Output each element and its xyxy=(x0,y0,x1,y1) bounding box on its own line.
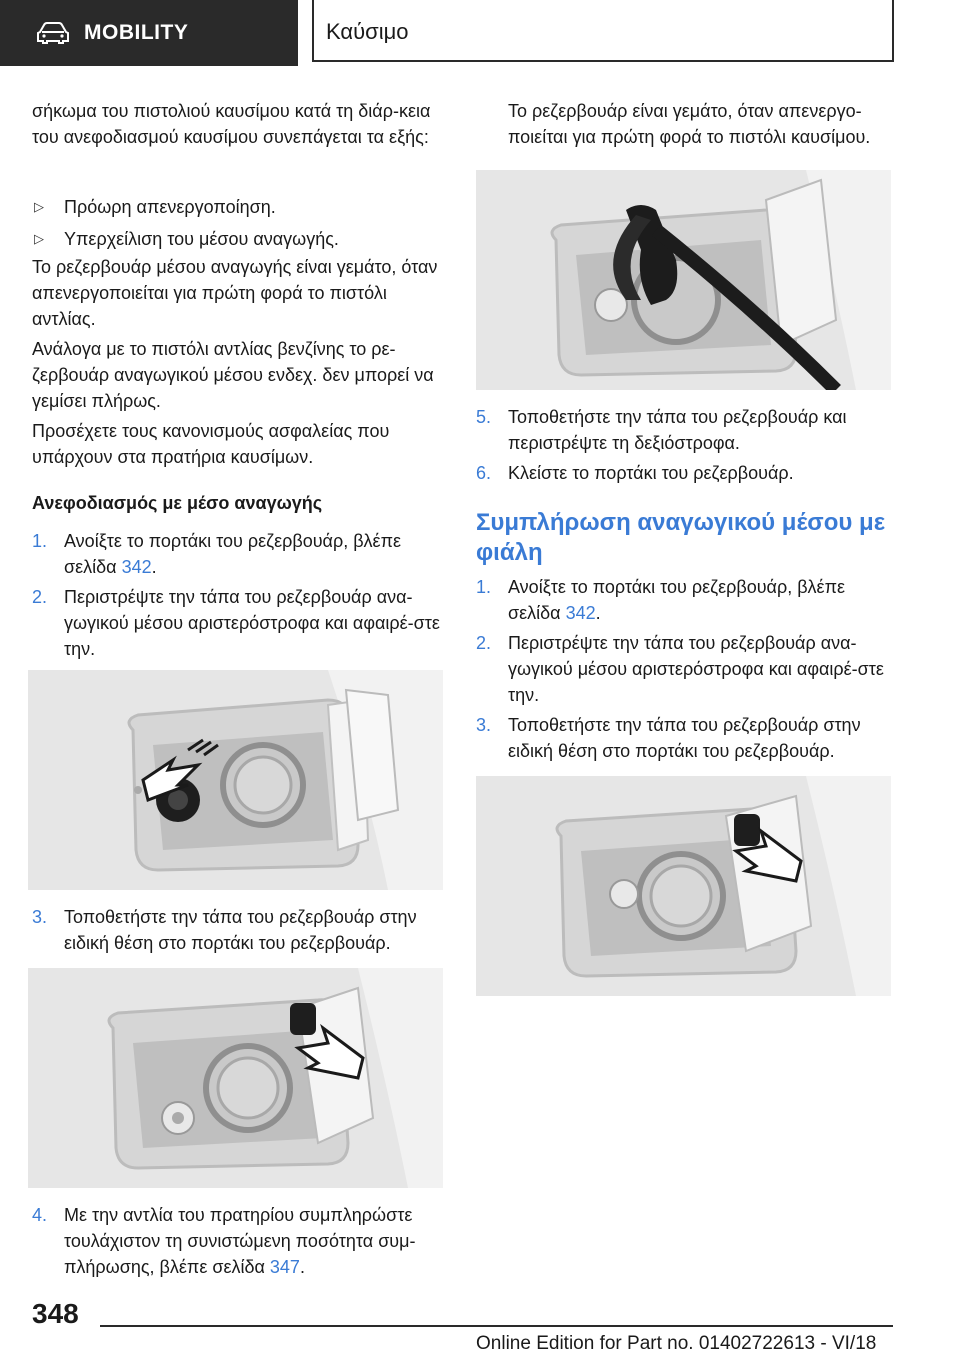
intro-paragraph: σήκωμα του πιστολιού καυσίμου κατά τη διάρ-κεια του ανεφοδιασμού καυσίμου συνεπάγεται τα εξής: xyxy=(32,101,431,147)
page-link[interactable]: 347 xyxy=(269,1257,300,1277)
page-header xyxy=(0,0,960,66)
figure-cap-removal xyxy=(28,670,443,890)
chapter-title: Καύσιμο xyxy=(326,19,409,44)
triangle-bullet-icon: ▷ xyxy=(34,199,44,214)
chapter-tab xyxy=(312,0,894,62)
subheading: Ανεφοδιασμός με μέσο αναγωγής xyxy=(32,493,323,513)
paragraph: Προσέχετε τους κανονισμούς ασφαλείας που υπάρχουν στα πρατήρια καυσίμων. xyxy=(32,421,390,467)
page-number: 348 xyxy=(32,1298,79,1329)
figure-cap-holder xyxy=(28,968,443,1188)
paragraph: Το ρεζερβουάρ μέσου αναγωγής είναι γεμάτο, όταν απενεργοποιείται για πρώτη φορά το πιστόλι αντλίας. xyxy=(32,257,438,329)
edition-text: Online Edition for Part no. 01402722613 - VI/18 xyxy=(476,1333,877,1354)
figure-cap-holder-bottle xyxy=(476,776,891,996)
page-link[interactable]: 342 xyxy=(565,603,596,623)
section-heading: Συμπλήρωση αναγωγικού μέσου με φιάλη xyxy=(476,509,886,566)
triangle-bullet-icon: ▷ xyxy=(34,231,44,246)
paragraph: Ανάλογα με το πιστόλι αντλίας βενζίνης το ρε-ζερβουάρ αναγωγικού μέσου ενδεχ. δεν μπορεί να γεμίσει πλήρως. xyxy=(32,339,434,411)
section-tab xyxy=(0,0,298,66)
footer-divider xyxy=(100,1325,893,1327)
intro-paragraph: Το ρεζερβουάρ είναι γεμάτο, όταν απενεργο-ποιείται για πρώτη φορά το πιστόλι καυσίμου. xyxy=(508,101,871,147)
car-icon xyxy=(36,22,70,44)
page-link[interactable]: 342 xyxy=(121,557,152,577)
figure-nozzle-refill xyxy=(476,170,891,390)
section-label: MOBILITY xyxy=(84,21,189,44)
